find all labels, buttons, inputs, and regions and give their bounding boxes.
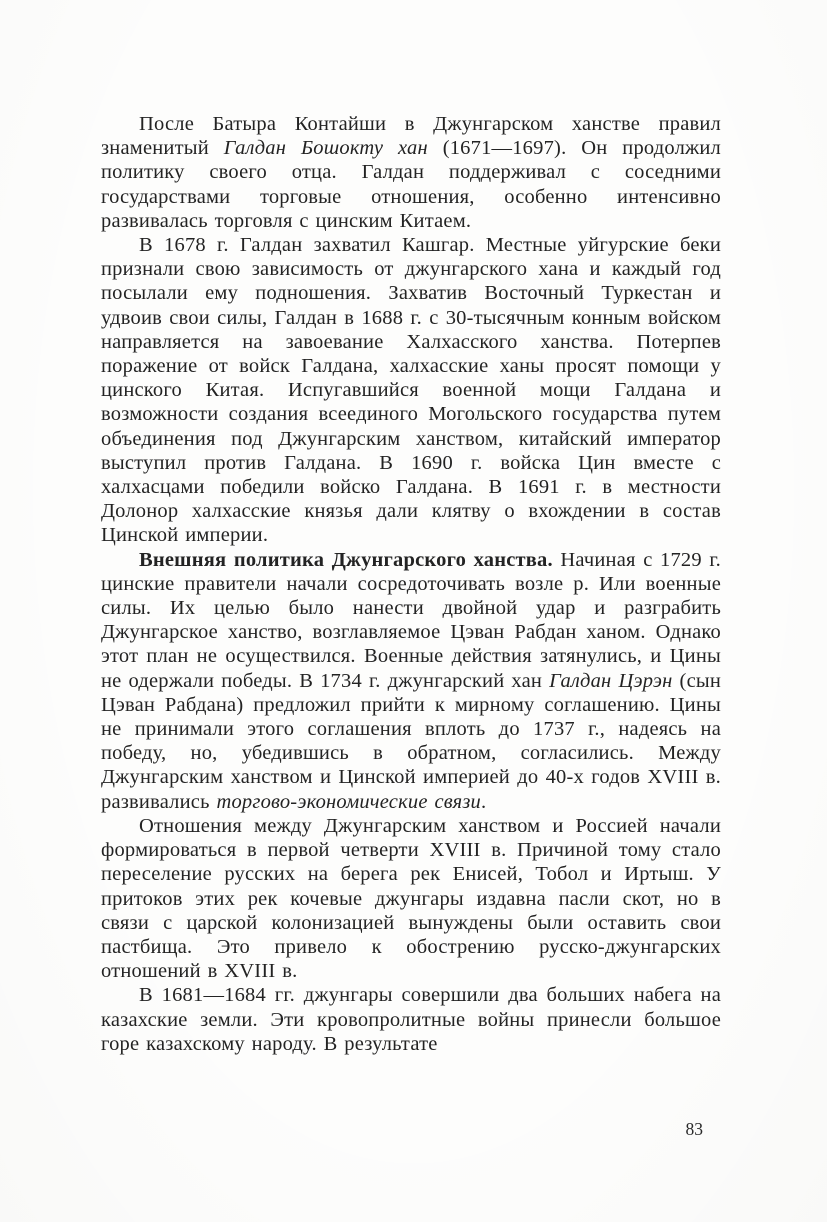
- text-run: торгово-экономические связи: [216, 790, 481, 813]
- text-run: После Батыра Контайши в Джунгарском ханстве правил знаменитый: [101, 113, 721, 160]
- page-number: 83: [685, 1119, 703, 1139]
- text-run: Внешняя политика Джунгарского ханства.: [139, 548, 553, 571]
- text-run: В 1678 г. Галдан захватил Кашгар. Местные уйгурские беки признали свою зависимость от джунгарского хана и каждый год посылали ему подношения. Захватив Восточный Туркестан и удвоив свои силы, Галдан в 1688 г. с 30-тысячным конным войском направляется на завоевание Халхасского ханства. Потерпев поражение от войск Галдана, халхасские ханы просят помощи у цинского Китая. Испугавшийся военной мощи Галдана и возможности создания всеединого Могольского государства путем объединения под Джунгарским ханством, китайский император выступил против Галдана. В 1690 г. войска Цин вместе с халхасцами победили войско Галдана. В 1691 г. в местности Долонор халхасские князья дали клятву о вхождении в состав Цинской империи.: [101, 234, 721, 547]
- text-run: .: [480, 790, 487, 813]
- text-run: (1671—1697). Он продолжил политику своего отца. Галдан поддерживал с соседними государствами торговые отношения, особенно интенсивно развивалась торговля с цинским Китаем.: [101, 137, 721, 232]
- paragraph-5: [101, 983, 721, 1056]
- paragraph-3: [101, 548, 721, 814]
- text-run: Галдан Цэрэн: [549, 669, 673, 692]
- page-text-block: [101, 112, 721, 1056]
- text-run: Отношения между Джунгарским ханством и Россией начали формироваться в первой четверти XVIII в. Причиной тому стало переселение русских на берега рек Енисей, Тобол и Иртыш. У притоков этих рек кочевые джунгары издавна пасли скот, но в связи с царской колонизацией вынуждены были оставить свои пастбища. Это привело к обострению русско-джунгарских отношений в XVIII в.: [101, 814, 721, 983]
- text-run: (сын Цэван Рабдана) предложил прийти к мирному соглашению. Цины не принимали этого соглашения вплоть до 1737 г., надеясь на победу, но, убедившись в обратном, согласились. Между Джунгарским ханством и Цинской империей до 40-х годов XVIII в. развивались: [101, 669, 722, 813]
- paragraph-4: [101, 814, 721, 983]
- text-run: Галдан Бошокту хан: [223, 137, 428, 160]
- text-run: В 1681—1684 гг. джунгары совершили два больших набега на казахские земли. Эти кровопролитные войны принесли большое горе казахскому народу. В результате: [101, 984, 721, 1055]
- paragraph-1: [101, 112, 721, 233]
- paragraph-2: [101, 233, 721, 548]
- text-run: Начиная с 1729 г. цинские правители начали сосредоточивать возле р. Или военные силы. Их целью было нанести двойной удар и разграбить Джунгарское ханство, возглавляемое Цэван Рабдан ханом. Однако этот план не осуществился. Военные действия затянулись, и Цины не одержали победы. В 1734 г. джунгарский хан: [101, 548, 721, 692]
